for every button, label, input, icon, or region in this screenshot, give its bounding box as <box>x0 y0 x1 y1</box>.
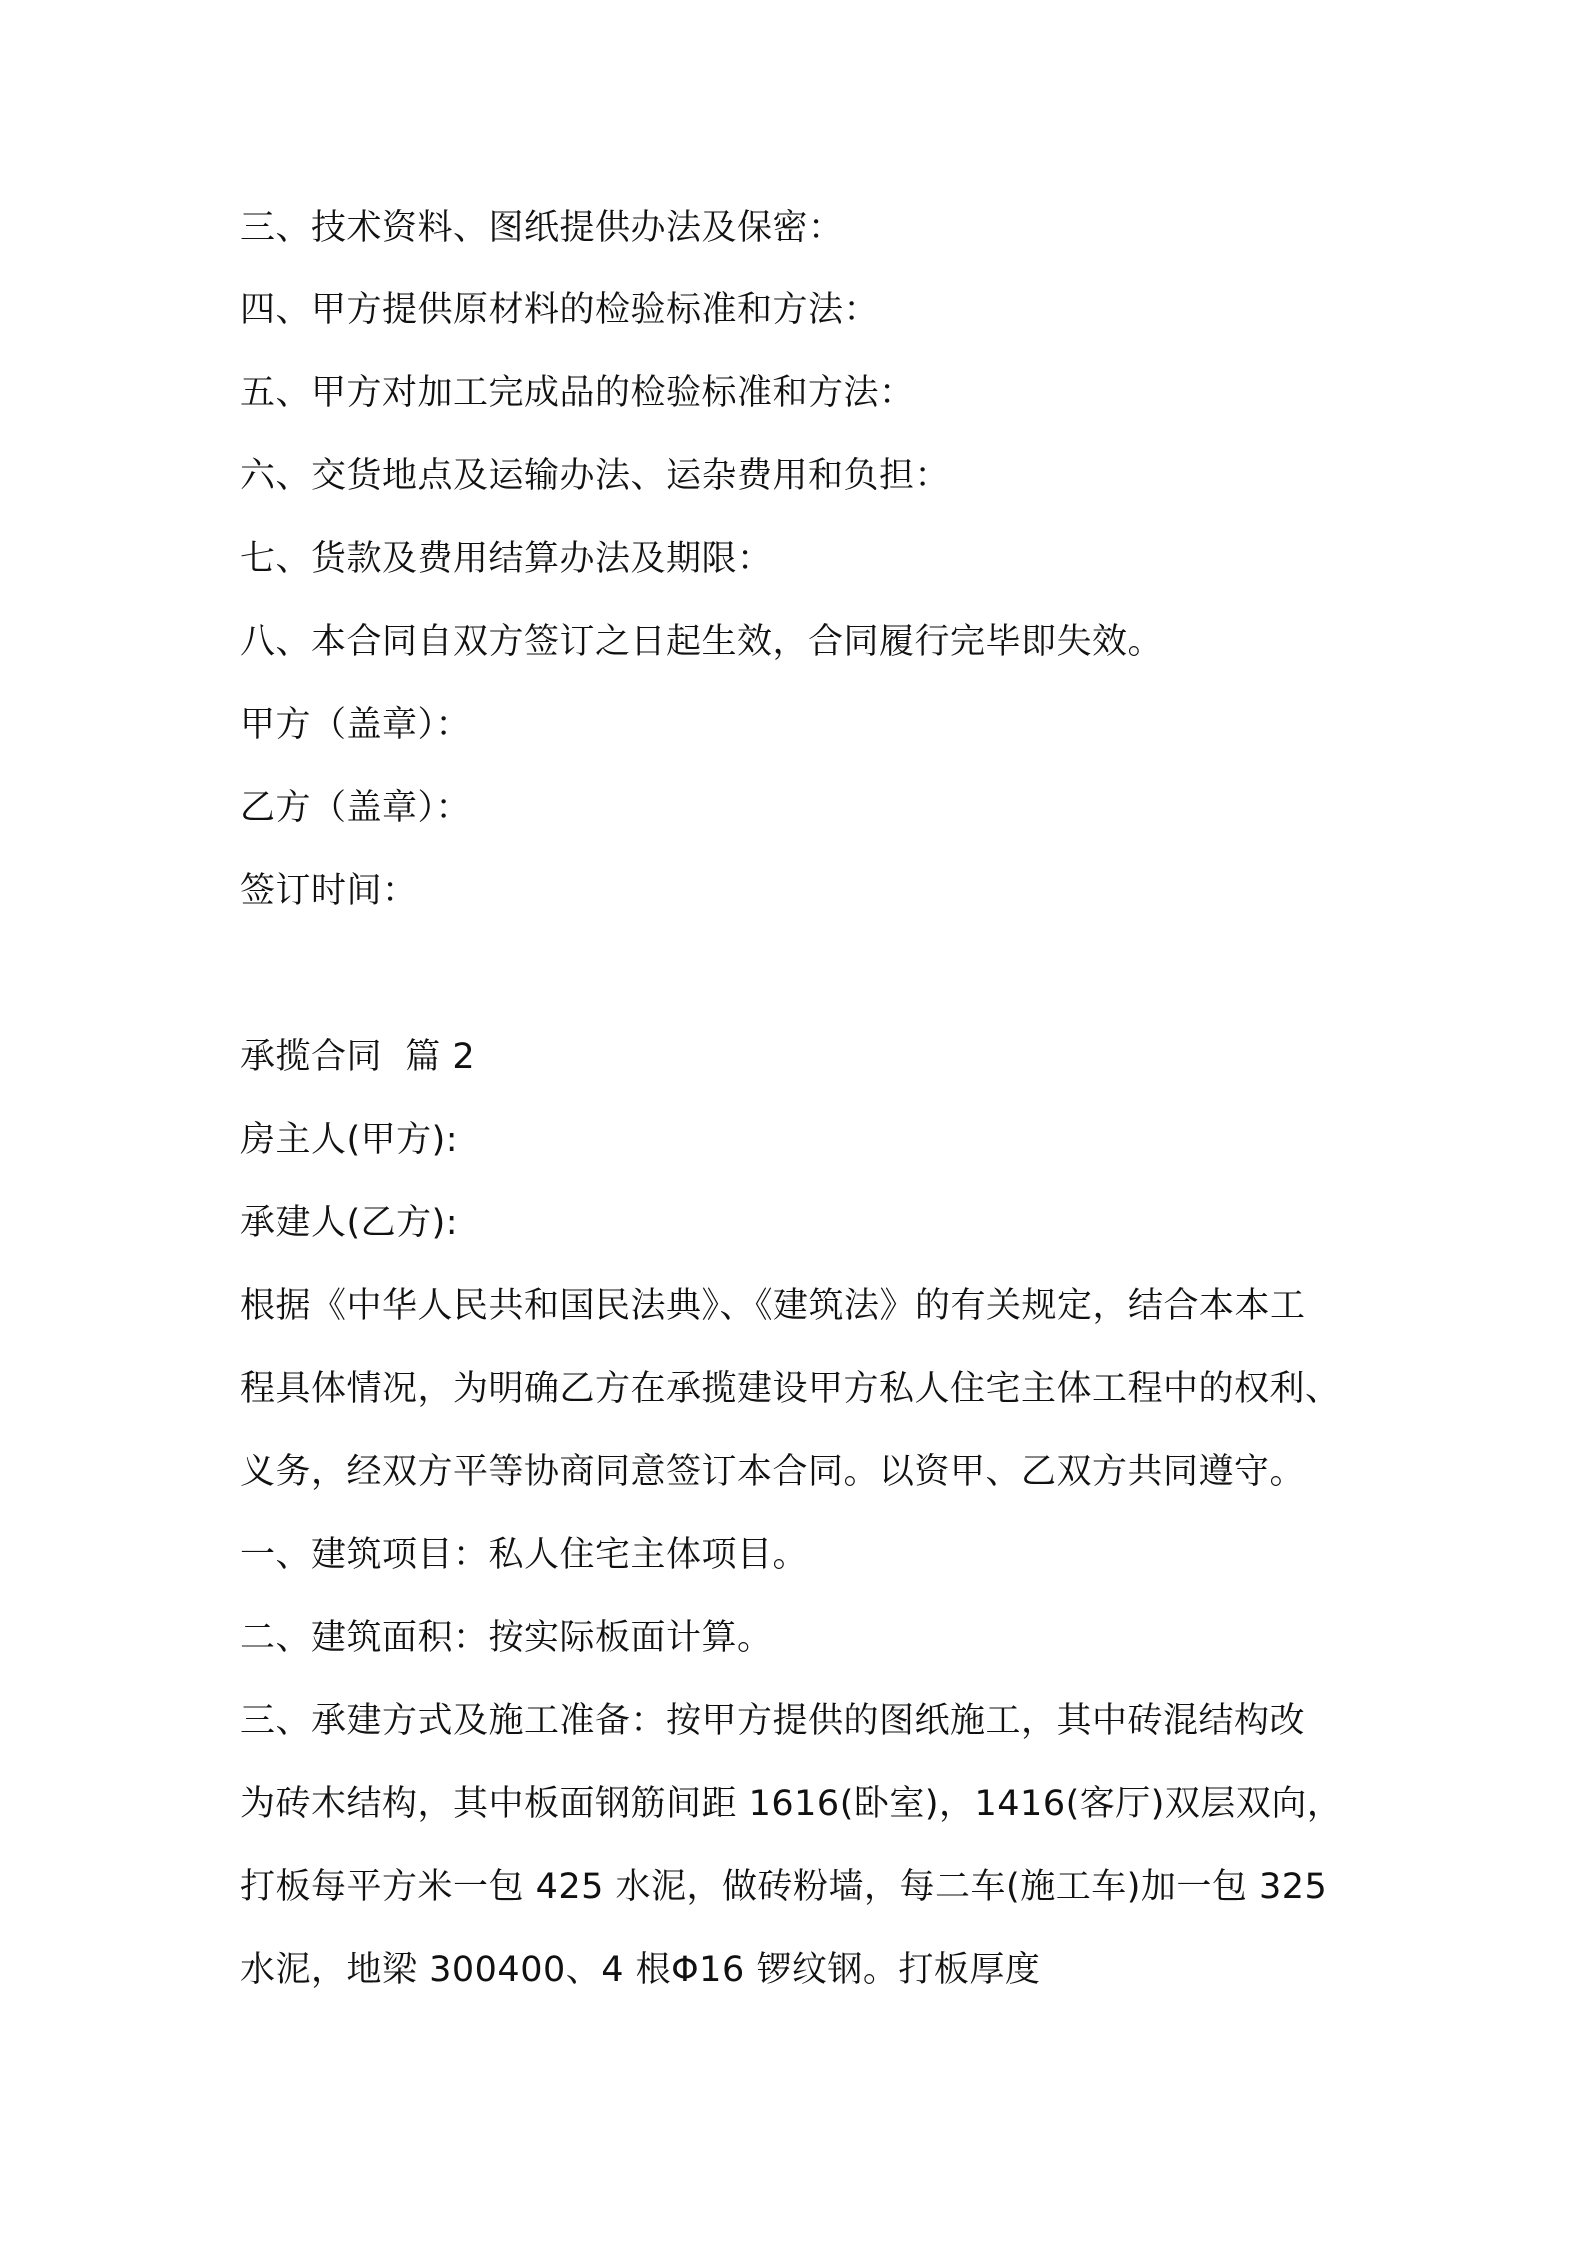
clause-6-delivery-transport: 六、交货地点及运输办法、运杂费用和负担： <box>240 456 951 496</box>
clause-1-building-project: 一、建筑项目：私人住宅主体项目。 <box>240 1535 809 1575</box>
party-b-seal: 乙方（盖章）： <box>240 788 472 828</box>
clause-2-building-area: 二、建筑面积：按实际板面计算。 <box>240 1618 773 1658</box>
clause-8-effective-date: 八、本合同自双方签订之日起生效，合同履行完毕即失效。 <box>240 622 1164 662</box>
signing-date: 签订时间： <box>240 871 418 911</box>
preamble-line-2: 程具体情况，为明确乙方在承揽建设甲方私人住宅主体工程中的权利、 <box>240 1369 1341 1409</box>
section-title: 承揽合同 篇 2 <box>240 1037 476 1077</box>
clause-3-construction-line-3: 打板每平方米一包 425 水泥，做砖粉墙，每二车(施工车)加一包 325 <box>240 1867 1328 1907</box>
clause-4-raw-material-inspection: 四、甲方提供原材料的检验标准和方法： <box>240 290 880 330</box>
clause-5-finished-product-inspection: 五、甲方对加工完成品的检验标准和方法： <box>240 373 915 413</box>
clause-3-construction-line-2: 为砖木结构，其中板面钢筋间距 1616(卧室)，1416(客厅)双层双向， <box>240 1784 1343 1824</box>
contractor-party-b: 承建人(乙方): <box>240 1203 459 1243</box>
preamble-line-3: 义务，经双方平等协商同意签订本合同。以资甲、乙双方共同遵守。 <box>240 1452 1306 1492</box>
clause-3-construction-line-1: 三、承建方式及施工准备：按甲方提供的图纸施工，其中砖混结构改 <box>240 1701 1306 1741</box>
clause-3-technical-data: 三、技术资料、图纸提供办法及保密： <box>240 208 844 248</box>
homeowner-party-a: 房主人(甲方): <box>240 1120 459 1160</box>
clause-7-payment-settlement: 七、货款及费用结算办法及期限： <box>240 539 773 579</box>
clause-3-construction-line-4: 水泥，地梁 300400、4 根Φ16 锣纹钢。打板厚度 <box>240 1950 1041 1990</box>
party-a-seal: 甲方（盖章）： <box>240 705 472 745</box>
preamble-line-1: 根据《中华人民共和国民法典》、《建筑法》的有关规定，结合本本工 <box>240 1286 1306 1326</box>
